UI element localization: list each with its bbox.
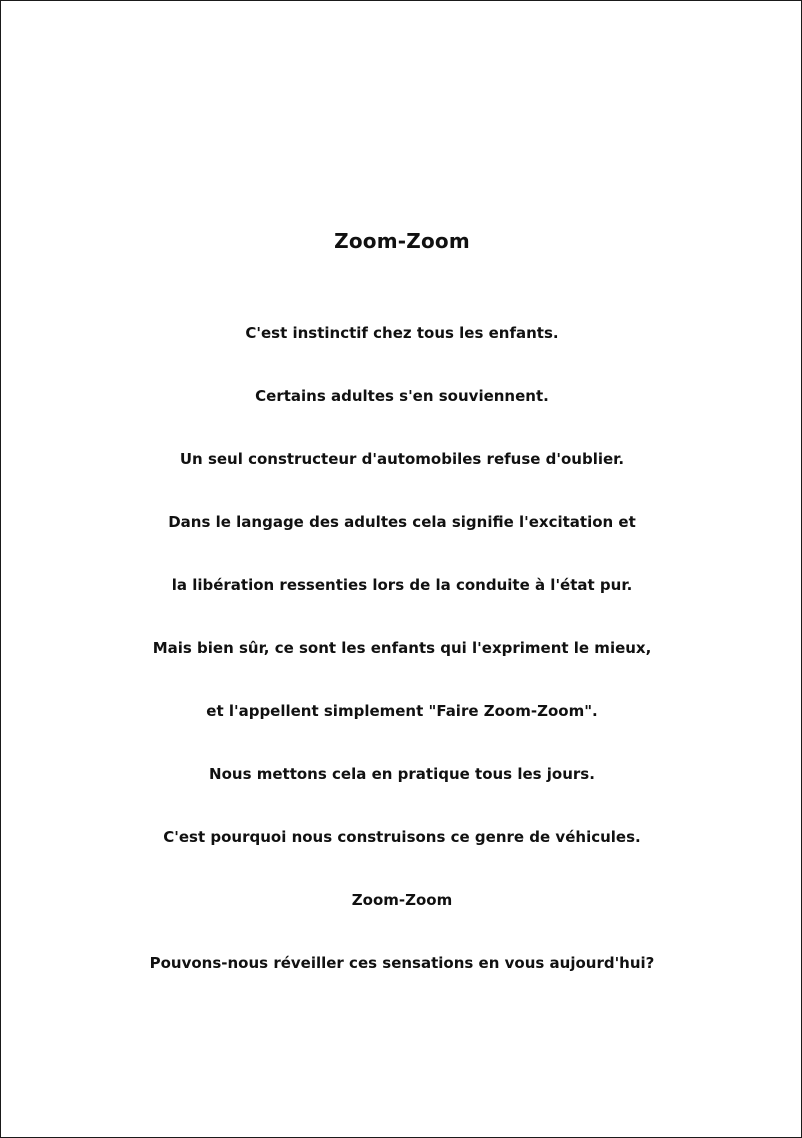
text-line: Mais bien sûr, ce sont les enfants qui l'expriment le mieux, xyxy=(152,639,652,657)
document-body xyxy=(1,1,802,1002)
text-line: Dans le langage des adultes cela signifie l'excitation et xyxy=(168,513,636,531)
text-line: Pouvons-nous réveiller ces sensations en vous aujourd'hui? xyxy=(149,954,655,972)
text-line: Un seul constructeur d'automobiles refuse d'oublier. xyxy=(179,450,625,468)
document-text-block xyxy=(1,309,802,987)
page-title: Zoom-Zoom xyxy=(334,229,470,253)
text-line: C'est instinctif chez tous les enfants. xyxy=(245,324,559,342)
text-line: la libération ressenties lors de la conduite à l'état pur. xyxy=(171,576,633,594)
text-line: Certains adultes s'en souviennent. xyxy=(255,387,549,405)
text-line: Zoom-Zoom xyxy=(351,891,453,909)
text-line: et l'appellent simplement "Faire Zoom-Zoom". xyxy=(206,702,598,720)
text-line: C'est pourquoi nous construisons ce genre de véhicules. xyxy=(163,828,641,846)
text-line: Nous mettons cela en pratique tous les jours. xyxy=(209,765,595,783)
